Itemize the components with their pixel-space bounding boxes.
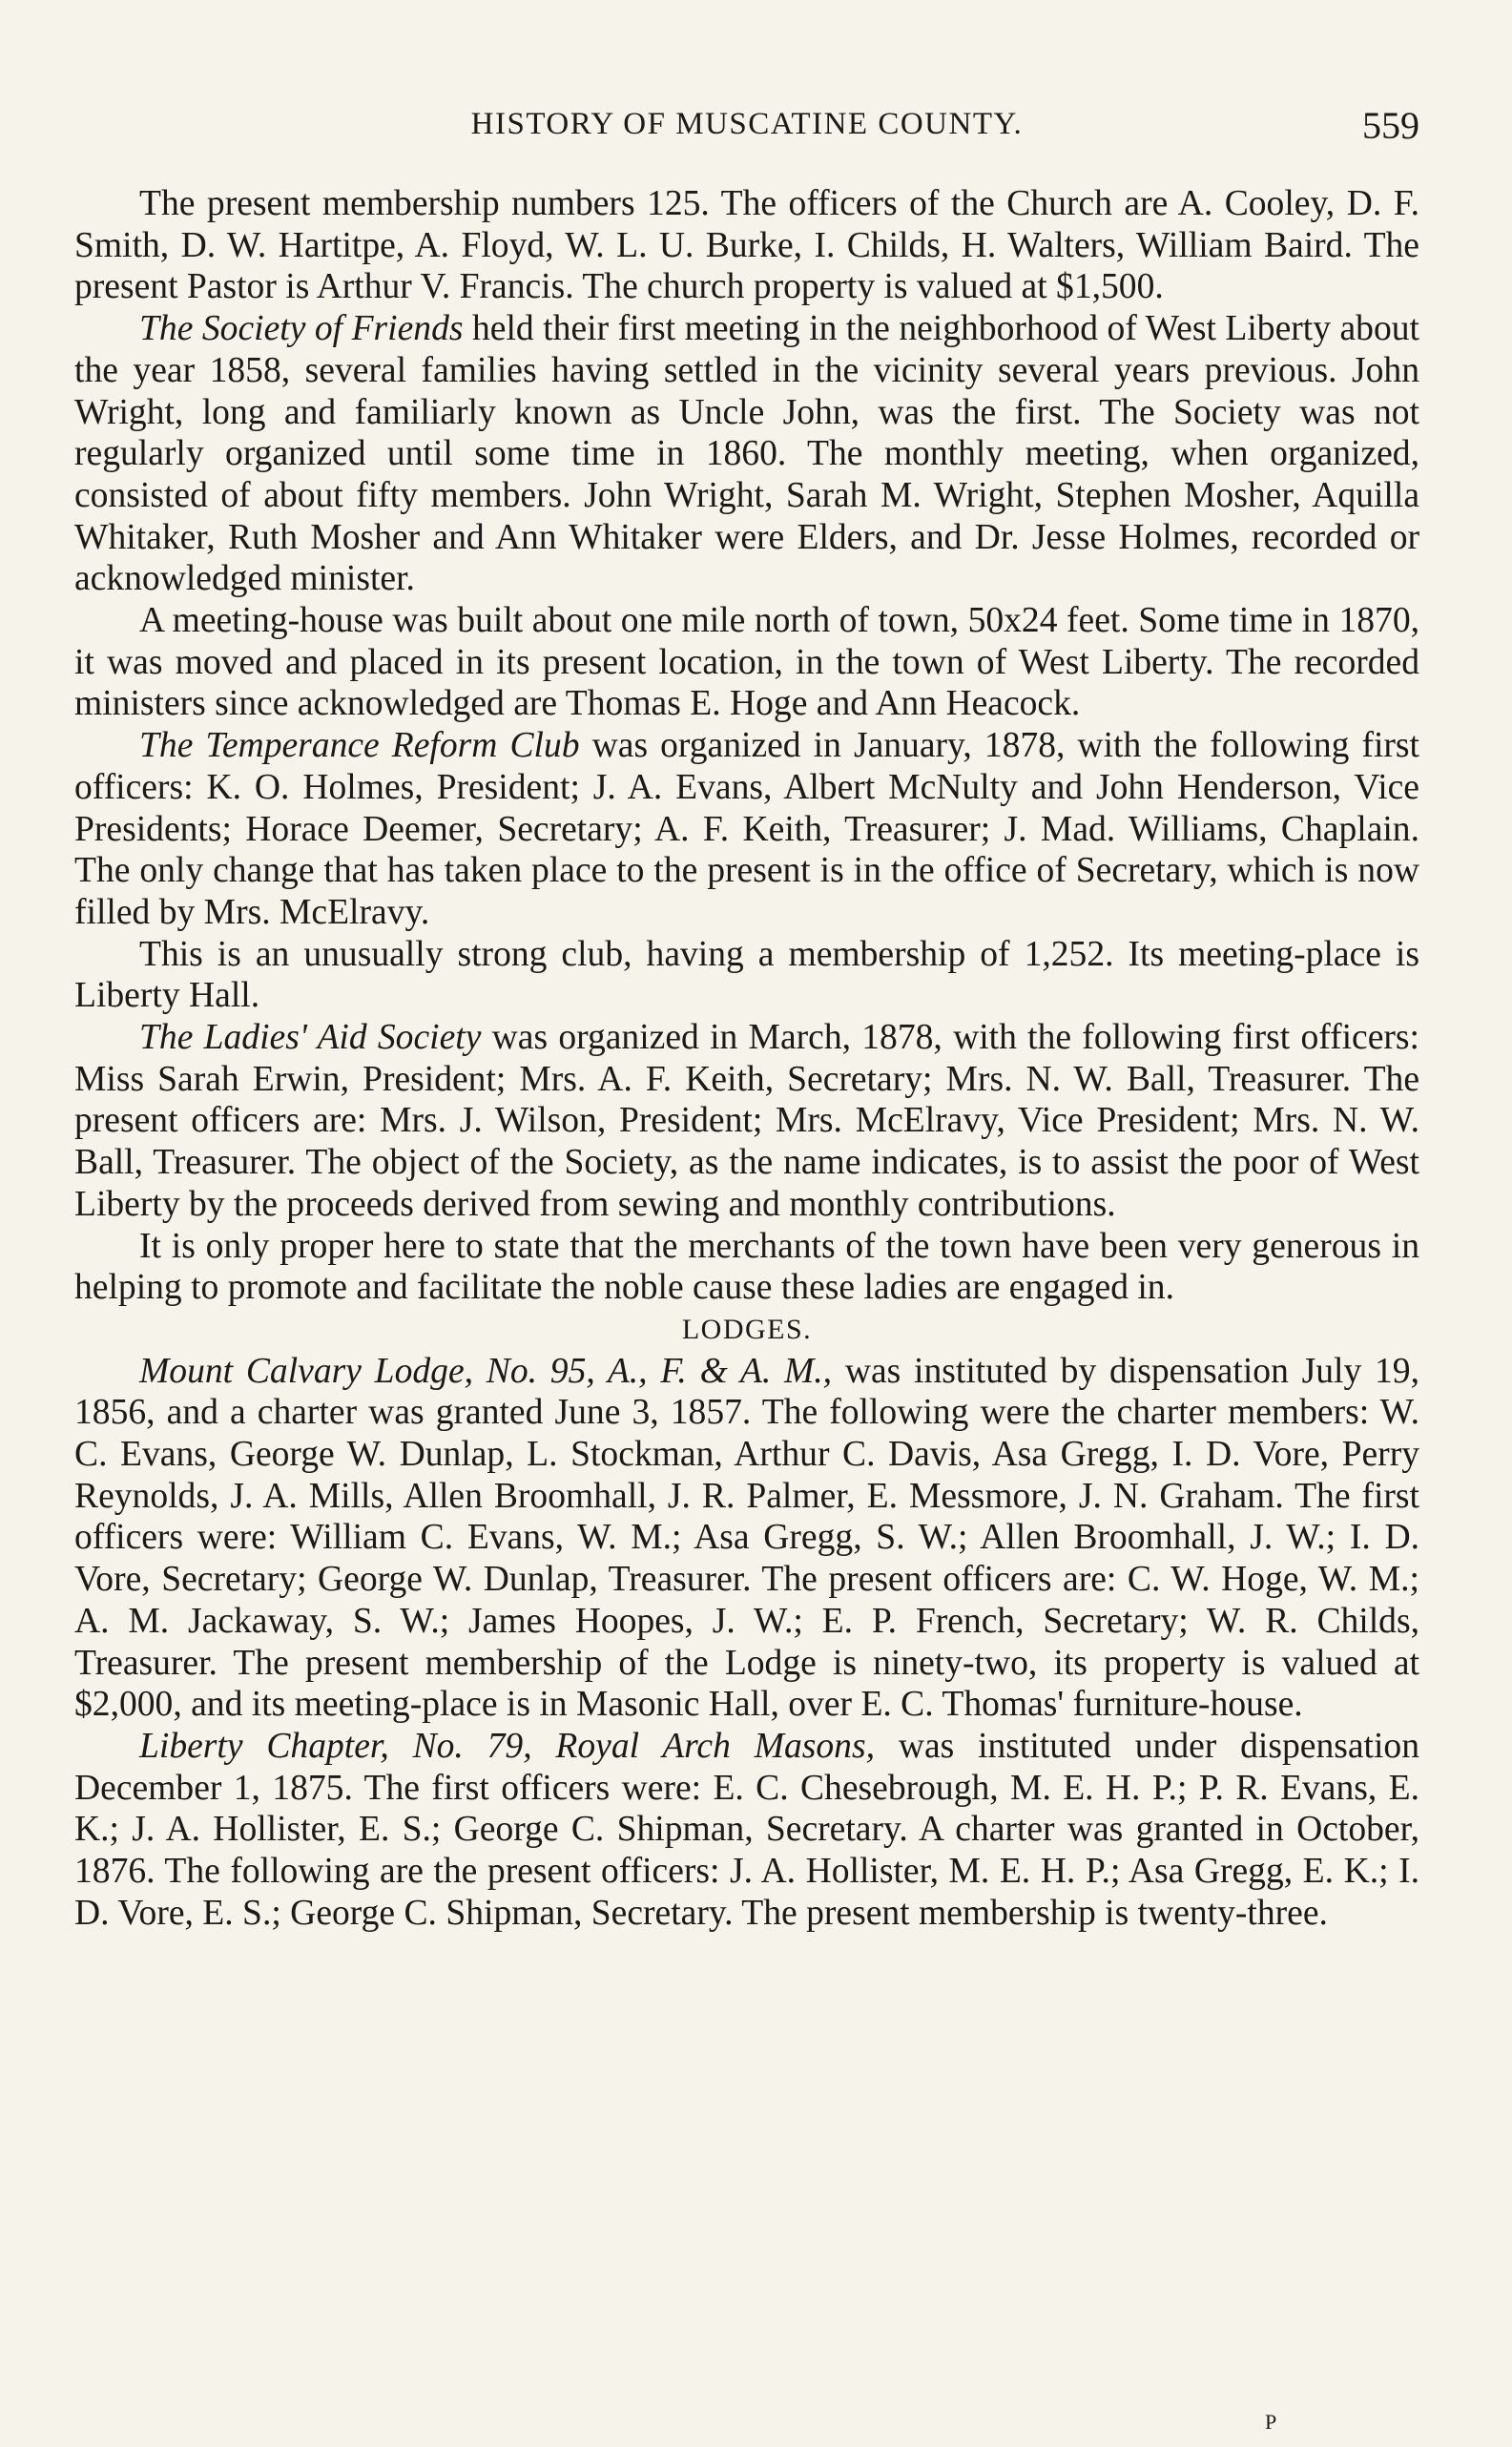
society-name: The Ladies' Aid Society [139, 1018, 482, 1058]
running-head [74, 103, 1419, 153]
paragraph-text: held their first meeting in the neighborhood of West Liberty about the year 1858, several families having settled in the vicinity several years previous. John Wright, long and familiarly known as Uncle John, was the first. The Society was not regularly organized until some time in 1860. The monthly meeting, when organized, consisted of about fifty members. John Wright, Sarah M. Wright, Stephen Mosher, Aquilla Whitaker, Ruth Mosher and Ann Whitaker were Elders, and Dr. Jesse Holmes, recorded or acknowledged minister. [74, 309, 1419, 599]
paragraph-text: The present membership numbers 125. The officers of the Church are A. Cooley, D. F. Smith, D. W. Hartitpe, A. Floyd, W. L. U. Burke, I. Childs, H. Walters, William Baird. The present Pastor is Arthur V. Francis. The church property is valued at $1,500. [74, 184, 1419, 307]
paragraph-club-membership [74, 934, 1419, 1017]
paragraph-meeting-house [74, 600, 1419, 725]
paragraph-church-membership [74, 183, 1419, 308]
section-heading-lodges: LODGES. [681, 1313, 813, 1345]
lodge-name: Mount Calvary Lodge, No. 95, A., F. & A. M., [139, 1351, 833, 1391]
paragraph-merchants [74, 1226, 1419, 1309]
paragraph-ladies-aid-society [74, 1017, 1419, 1226]
paragraph-text: was instituted by dispensation July 19, 1856, and a charter was granted June 3, 1857. The following were the charter members: W. C. Evans, George W. Dunlap, L. Stockman, Arthur C. Davis, Asa Gregg, I. D. Vore, Perry Reynolds, J. A. Mills, Allen Broomhall, J. R. Palmer, E. Messmore, J. N. Graham. The first officers were: William C. Evans, W. M.; Asa Gregg, S. W.; Allen Broomhall, J. W.; I. D. Vore, Secretary; George W. Dunlap, Treasurer. The present officers are: C. W. Hoge, W. M.; A. M. Jackaway, S. W.; James Hoopes, J. W.; E. P. French, Secretary; W. R. Childs, Treasurer. The present membership of the Lodge is ninety-two, its property is valued at $2,000, and its meeting-place is in Masonic Hall, over E. C. Thomas' furniture-house. [74, 1351, 1419, 1725]
club-name: The Temperance Reform Club [139, 726, 580, 766]
paragraph-temperance-club [74, 725, 1419, 934]
paragraph-liberty-chapter [74, 1726, 1419, 1935]
society-name: The Society of Friends [139, 309, 464, 349]
running-title: HISTORY OF MUSCATINE COUNTY. [470, 107, 1024, 141]
page-number: 559 [1362, 104, 1419, 147]
paragraph-text: A meeting-house was built about one mile north of town, 50x24 feet. Some time in 1870, it was moved and placed in its present location, in the town of West Liberty. The recorded ministers since acknowledged are Thomas E. Hoge and Ann Heacock. [74, 601, 1419, 724]
paragraph-society-of-friends [74, 308, 1419, 600]
chapter-name: Liberty Chapter, No. 79, Royal Arch Masons, [139, 1727, 875, 1766]
paragraph-text: was instituted under dispensation December 1, 1875. The first officers were: E. C. Chesebrough, M. E. H. P.; P. R. Evans, E. K.; J. A. Hollister, E. S.; George C. Shipman, Secretary. A charter was granted in October, 1876. The following are the present officers: J. A. Hollister, M. E. H. P.; Asa Gregg, E. K.; I. D. Vore, E. S.; George C. Shipman, Secretary. The present membership is twenty-three. [74, 1727, 1419, 1933]
paragraph-text: This is an unusually strong club, having a membership of 1,252. Its meeting-place is Liberty Hall. [74, 934, 1419, 1016]
signature-mark: P [1265, 2410, 1277, 2434]
paragraph-mount-calvary-lodge [74, 1351, 1419, 1726]
paragraph-text: was organized in January, 1878, with the following first officers: K. O. Holmes, President; J. A. Evans, Albert McNulty and John Henderson, Vice Presidents; Horace Deemer, Secretary; A. F. Keith, Treasurer; J. Mad. Williams, Chaplain. The only change that has taken place to the present is in the office of Secretary, which is now filled by Mrs. McElravy. [74, 726, 1419, 932]
body-text [74, 183, 1419, 1935]
paragraph-text: It is only proper here to state that the merchants of the town have been very generous in helping to promote and facilitate the noble cause these ladies are engaged in. [74, 1226, 1419, 1308]
paragraph-text: was organized in March, 1878, with the following first officers: Miss Sarah Erwin, President; Mrs. A. F. Keith, Secretary; Mrs. N. W. Ball, Treasurer. The present officers are: Mrs. J. Wilson, President; Mrs. McElravy, Vice President; Mrs. N. W. Ball, Treasurer. The object of the Society, as the name indicates, is to assist the poor of West Liberty by the proceeds derived from sewing and monthly contributions. [74, 1018, 1419, 1224]
